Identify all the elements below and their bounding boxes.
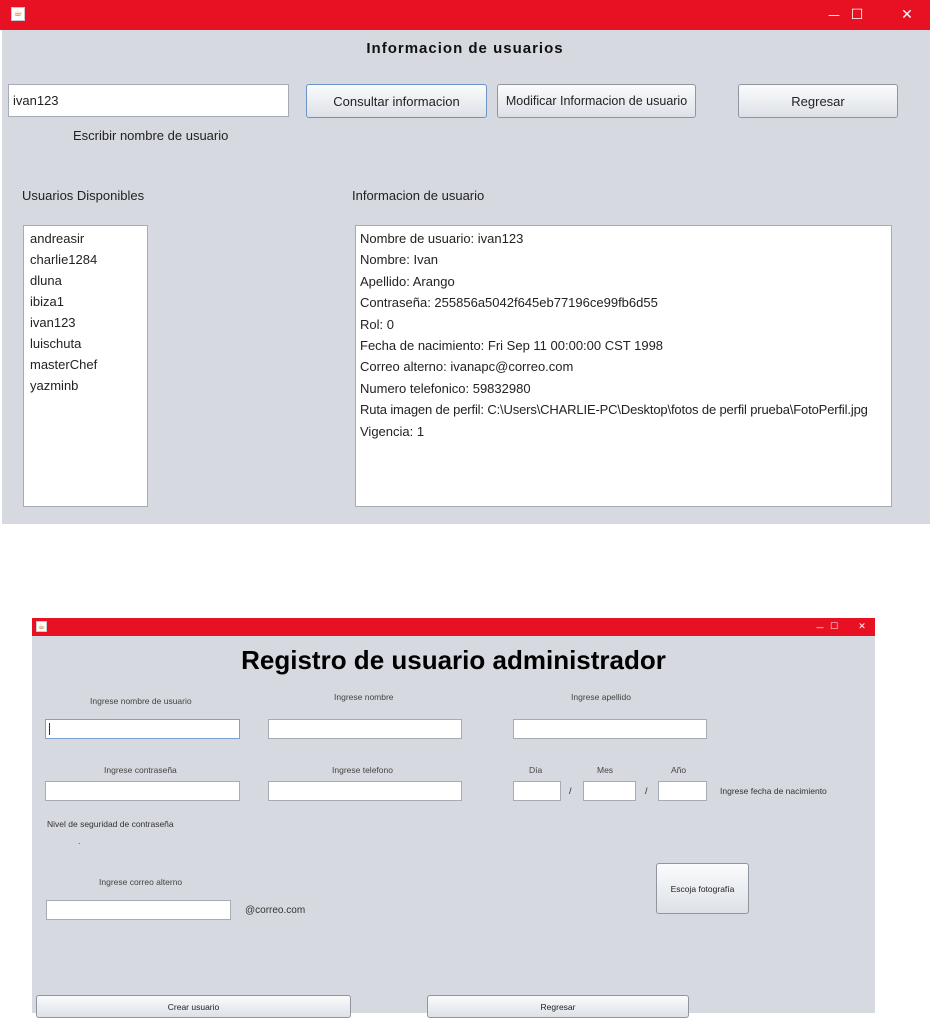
- info-line: Fecha de nacimiento: Fri Sep 11 00:00:00 CST 1998: [360, 337, 664, 353]
- day-label: Día: [529, 765, 543, 775]
- users-label: Usuarios Disponibles: [22, 188, 145, 203]
- email-field[interactable]: [46, 900, 231, 920]
- java-icon: ☕: [37, 621, 46, 631]
- info-line: Nombre: Ivan: [360, 252, 439, 268]
- date-separator: /: [645, 786, 648, 796]
- page-title: Informacion de usuarios: [366, 40, 564, 57]
- phone-label: Ingrese telefono: [332, 765, 393, 775]
- list-item[interactable]: dluna: [30, 273, 62, 288]
- info-line: Correo alterno: ivanapc@correo.com: [360, 359, 574, 375]
- back-button[interactable]: Regresar: [427, 995, 689, 1018]
- list-item[interactable]: ivan123: [30, 315, 76, 330]
- username-hint: Escribir nombre de usuario: [73, 128, 229, 143]
- month-label: Mes: [597, 765, 614, 775]
- titlebar: [32, 618, 875, 636]
- info-line: Ruta imagen de perfil: C:\Users\CHARLIE-PC\Desktop\fotos de perfil prueba\FotoPerfil.jpg: [360, 402, 868, 418]
- java-icon: ☕: [11, 7, 25, 21]
- back-button[interactable]: Regresar: [738, 84, 898, 118]
- page-title: Registro de usuario administrador: [241, 645, 666, 675]
- list-item[interactable]: masterChef: [30, 357, 98, 372]
- window-registro-usuario: [32, 618, 875, 1013]
- year-field[interactable]: [658, 781, 707, 801]
- day-field[interactable]: [513, 781, 561, 801]
- phone-field[interactable]: [268, 781, 462, 801]
- name-field[interactable]: [268, 719, 462, 739]
- username-field[interactable]: [45, 719, 240, 739]
- year-label: Año: [671, 765, 687, 775]
- close-button[interactable]: ✕: [901, 7, 913, 23]
- name-label: Ingrese nombre: [334, 692, 394, 702]
- consult-button[interactable]: Consultar informacion: [306, 84, 487, 118]
- modify-user-button[interactable]: Modificar Informacion de usuario: [497, 84, 696, 118]
- maximize-button[interactable]: ☐: [829, 622, 839, 632]
- info-line: Apellido: Arango: [360, 273, 455, 289]
- month-field[interactable]: [583, 781, 636, 801]
- password-label: Ingrese contraseña: [104, 765, 177, 775]
- users-list[interactable]: [23, 225, 148, 507]
- choose-photo-button[interactable]: Escoja fotografía: [656, 863, 749, 914]
- username-label: Ingrese nombre de usuario: [90, 696, 192, 706]
- close-button[interactable]: ✕: [858, 622, 866, 632]
- email-domain-label: @correo.com: [245, 905, 306, 916]
- info-line: Nombre de usuario: ivan123: [360, 231, 524, 246]
- minimize-button[interactable]: —: [828, 8, 840, 22]
- list-item[interactable]: andreasir: [30, 231, 85, 246]
- password-field[interactable]: [45, 781, 240, 801]
- info-line: Contraseña: 255856a5042f645eb77196ce99fb6d55: [360, 295, 658, 311]
- minimize-button[interactable]: —: [816, 622, 824, 632]
- list-item[interactable]: yazminb: [30, 378, 79, 393]
- date-separator: /: [569, 786, 572, 796]
- username-input[interactable]: ivan123: [8, 84, 289, 117]
- info-label: Informacion de usuario: [352, 188, 485, 203]
- info-line: Numero telefonico: 59832980: [360, 380, 531, 396]
- list-item[interactable]: charlie1284: [30, 252, 98, 267]
- birthdate-label: Ingrese fecha de nacimiento: [720, 786, 827, 796]
- lastname-field[interactable]: [513, 719, 707, 739]
- info-line: Rol: 0: [360, 316, 394, 332]
- titlebar: [0, 0, 930, 30]
- lastname-label: Ingrese apellido: [571, 692, 632, 702]
- info-line: Vigencia: 1: [360, 423, 425, 439]
- password-security-label: Nivel de seguridad de contraseña: [47, 819, 174, 829]
- password-security-value: .: [78, 836, 81, 846]
- list-item[interactable]: ibiza1: [30, 294, 64, 309]
- text-cursor: [49, 723, 50, 735]
- email-label: Ingrese correo alterno: [99, 877, 183, 887]
- user-info-textarea[interactable]: [355, 225, 892, 507]
- maximize-button[interactable]: ☐: [850, 7, 864, 23]
- list-item[interactable]: luischuta: [30, 336, 82, 351]
- create-user-button[interactable]: Crear usuario: [36, 995, 351, 1018]
